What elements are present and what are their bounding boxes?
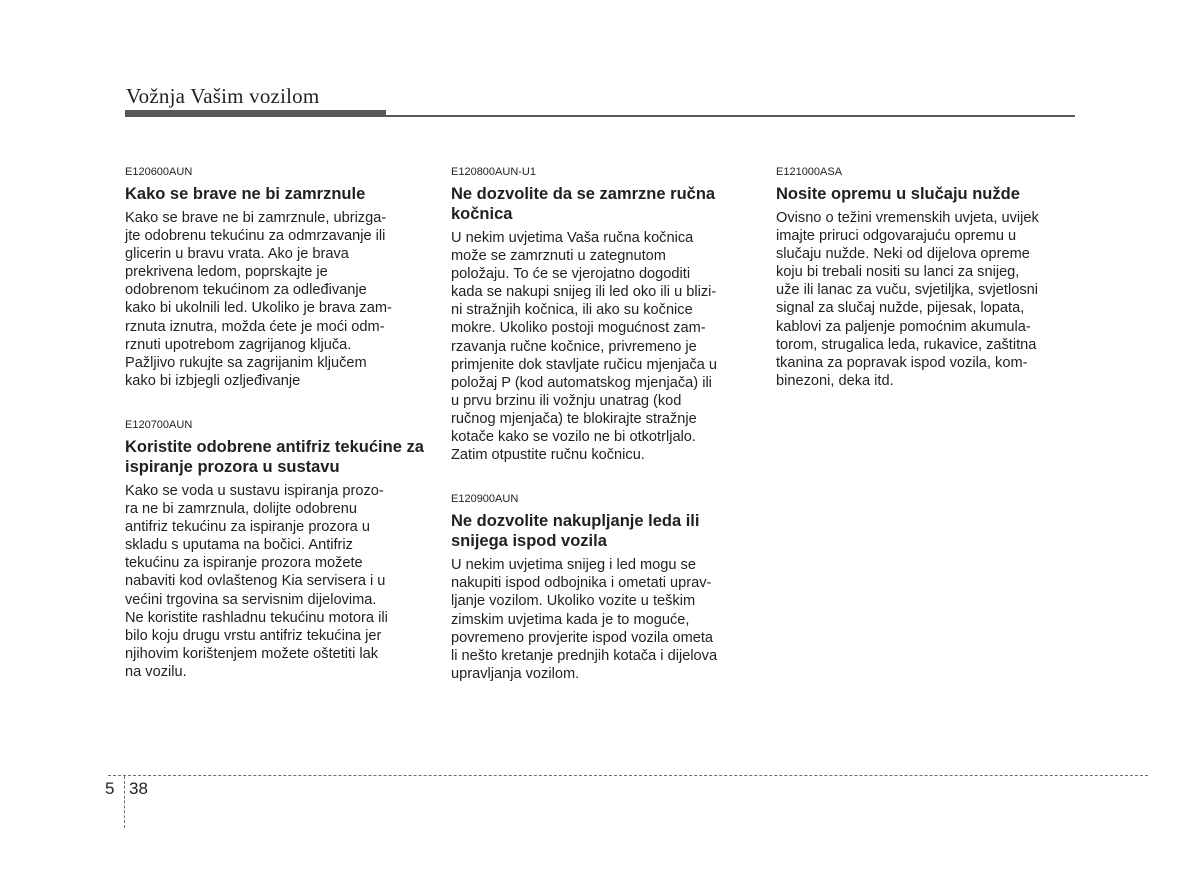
section-emergency-equipment bbox=[776, 165, 1076, 390]
section-ice-under-vehicle bbox=[451, 492, 751, 683]
section-body: U nekim uvjetima snijeg i led mogu se nakupiti ispod odbojnika i ometati uprav- ljanje vozilom. Ukoliko vozite u teškim zimskim uvjetima kada je to moguće, povremeno provjerite ispod vozila ometa li nešto kretanje prednjih kotača i dijelova upravljanja vozilom. bbox=[451, 557, 718, 682]
section-heading: Ne dozvolite da se zamrzne ručna kočnica bbox=[451, 185, 716, 223]
text-column-2 bbox=[451, 165, 751, 703]
text-column-1 bbox=[125, 165, 425, 701]
section-parking-brake-freeze bbox=[451, 165, 751, 464]
section-heading: Ne dozvolite nakupljanje leda ili snijega ispod vozila bbox=[451, 512, 700, 551]
header-rule-thick bbox=[125, 110, 386, 117]
footer-vertical-rule bbox=[124, 776, 125, 828]
section-heading: Kako se brave ne bi zamrznule bbox=[125, 185, 366, 203]
section-washer-antifreeze bbox=[125, 418, 425, 681]
section-code: E120900AUN bbox=[451, 493, 519, 506]
section-body: U nekim uvjetima Vaša ručna kočnica može se zamrznuti u zategnutom položaju. To će se vjerojatno dogoditi kada se nakupi snijeg ili led oko ili u blizi- ni stražnjih kočnica, ili ako su kočnice mokre. Ukoliko postoji mogućnost zam- rzavanja ručne kočnice, privremeno je primjenite dok stavljate ručicu mjenjača u položaj P (kod automatskog mjenjača) ili u prvu brzinu ili vožnju unatrag (kod ručnog mjenjača) te blokirajte stražnje kotače kako se vozilo ne bi otkotrljalo. Zatim otpustite ručnu kočnicu. bbox=[451, 230, 718, 464]
section-code: E120700AUN bbox=[125, 418, 193, 431]
header-rule-thin bbox=[386, 115, 1075, 117]
section-body: Kako se voda u sustavu ispiranja prozo- ra ne bi zamrznula, dolijte odobrenu antifriz tekućinu za ispiranje prozora u skladu s uputama na bočici. Antifriz tekućinu za ispiranje prozora možete nabaviti kod ovlaštenog Kia servisera i u većini trgovina sa servisnim dijelovima. Ne koristite rashladnu tekućinu motora ili bilo koju drugu vrstu antifriz tekućina jer njihovim korištenjem možete oštetiti lak na vozilu. bbox=[125, 482, 388, 680]
section-body: Ovisno o težini vremenskih uvjeta, uvijek imajte priruci odgovarajuću opremu u slučaju nužde. Neki od dijelova opreme koju bi trebali nositi su lanci za snijeg, uže ili lanac za vuču, svjetiljka, svjetlosni signal za slučaj nužde, pijesak, lopata, kablovi za paljenje pomoćnim akumula- torom, strugalica leda, rukavice, zaštitna tkanina za popravak ispod vozila, kom- binezoni, deka itd. bbox=[776, 210, 1039, 389]
section-heading: Nosite opremu u slučaju nužde bbox=[776, 185, 1020, 203]
section-code: E120600AUN bbox=[125, 166, 193, 178]
section-heading: Koristite odobrene antifriz tekućine za ispiranje prozora u sustavu bbox=[125, 437, 424, 476]
section-code: E121000ASA bbox=[776, 166, 843, 178]
text-column-3 bbox=[776, 165, 1076, 410]
section-lock-freeze bbox=[125, 165, 425, 390]
chapter-number: 5 bbox=[105, 779, 115, 798]
page-header-title: Vožnja Vašim vozilom bbox=[126, 84, 320, 108]
section-body: Kako se brave ne bi zamrznule, ubrizga- jte odobrenu tekućinu za odmrzavanje ili glicerin u bravu vrata. Ako je brava prekrivena ledom, poprskajte je odobrenom tekućinom za odleđivanje kako bi ukolnili led. Ukoliko je brava zam- rznuta iznutra, možda ćete je moći odm- rznuti upotrebom zagrijanog ključa. Pažljivo rukujte sa zagrijanim ključem kako bi izbjegli ozljeđivanje bbox=[125, 210, 392, 389]
footer-dotted-rule bbox=[108, 775, 1148, 776]
section-code: E120800AUN-U1 bbox=[451, 166, 536, 178]
page-number: 38 bbox=[129, 779, 148, 798]
